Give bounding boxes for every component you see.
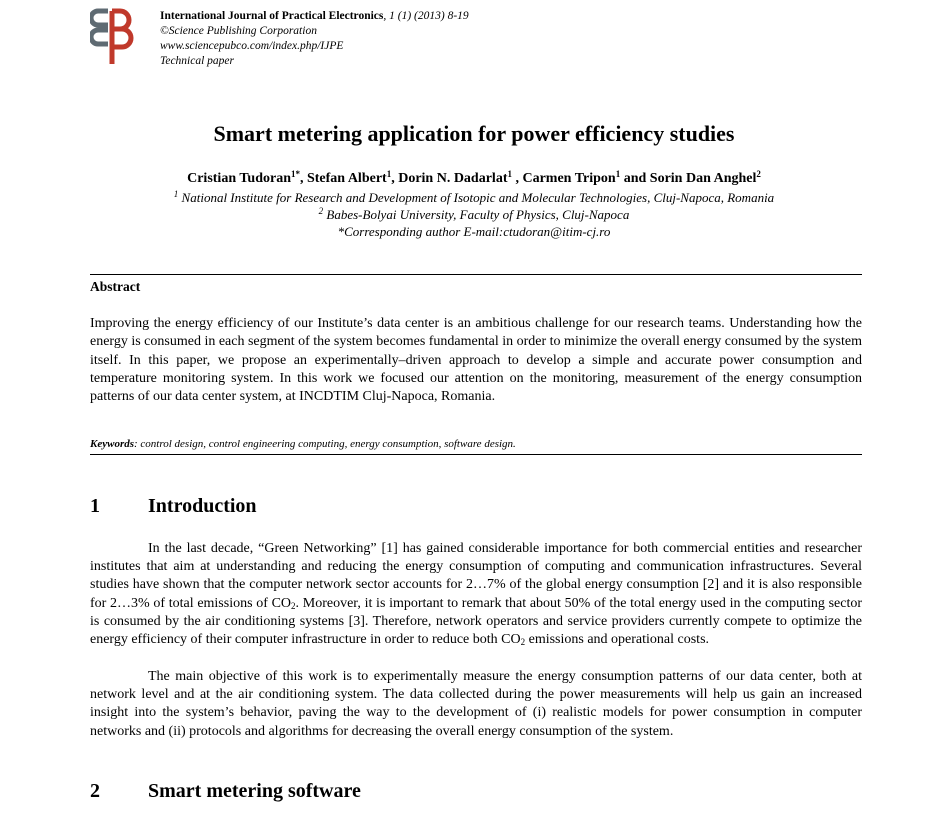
author: Cristian Tudoran$^{1*}$, [187,169,307,186]
keywords [90,438,862,450]
divider-top [90,274,862,275]
journal-citation [160,9,469,24]
author: Sorin Dan Anghel$^2$ [649,169,761,186]
affiliation-2: $^2$ Babes-Bolyai University, Faculty of Physics, Cluj-Napoca [318,206,630,222]
journal-header [160,9,469,69]
journal-name: International Journal of Practical Electronics [160,10,384,22]
keywords-list: : control design, control engineering computing, energy consumption, software design. [134,438,516,450]
paper-title: Smart metering application for power efficiency studies [213,121,735,146]
corresponding-author: *Corresponding author E-mail:ctudoran@itim-cj.ro [337,224,611,239]
keywords-label: Keywords [90,438,134,450]
intro-paragraph-2: The main objective of this work is to experimentally measure the energy consumption patterns of our data center, both at network level and at the air conditioning system. The data collected during the power measurements will help us gain an increased insight into the system’s behavior, paving the way to the development of (i) realistic models for power consumption in computer networks and (ii) protocols and algorithms for decreasing the overall energy consumption of the system. [90,669,862,739]
abstract-text: Improving the energy efficiency of our Institute’s data center is an ambitious challenge for our research teams. Understanding how the energy is consumed in each segment of the system becomes fundamental in order to minimize the overall energy consumed by the system itself. In this paper, we propose an experimentally–driven approach to develop a simple and accurate power consumption and temperature monitoring system. In this work we focused our attention on the monitoring, measurement of the energy consumption patterns of our data center system, at INCDTIM Cluj-Napoca, Romania. [90,316,862,405]
divider-bottom [90,454,862,455]
author: Stefan Albert$^1$, [306,169,399,186]
affiliation-1: $^1$ National Institute for Research and Development of Isotopic and Molecular Technologies, Cluj-Napoca, Romania [173,189,775,205]
abstract-heading: Abstract [90,279,141,294]
intro-paragraph-1: In the last decade, “Green Networking” [1] has gained considerable importance for both commercial entities and researcher institutes that aim at understanding and reducing the energy consumption of computing and communication infrastructures. Several studies have shown that the computer network sector accounts for 2…7% of the global energy consumption [2] and it is also responsible for 2…3% of total emissions of $CO_2$. Moreover, it is important to remark that about 50% of the total energy used in the computing sector is consumed by the air conditioning systems [3]. Therefore, network operators and service providers currently compete to optimize the energy efficiency of their computer infrastructure in order to reduce both $CO_2$ emissions and operational costs. [90,541,862,648]
publisher-logo [90,8,136,66]
journal-url[interactable]: www.sciencepubco.com/index.php/IJPE [160,40,344,52]
author: Carmen Tripon$^1$ and [522,169,650,186]
paper-type: Technical paper [160,55,234,67]
section-heading-introduction: 1 Introduction [90,495,257,517]
copyright: ©Science Publishing Corporation [160,25,317,37]
author: Dorin N. Dadarlat$^1$ , [398,169,523,186]
section-heading-smart-metering: 2 Smart metering software [90,780,361,802]
author-list [0,171,948,187]
journal-issue: , 1 (1) (2013) 8-19 [383,10,469,22]
